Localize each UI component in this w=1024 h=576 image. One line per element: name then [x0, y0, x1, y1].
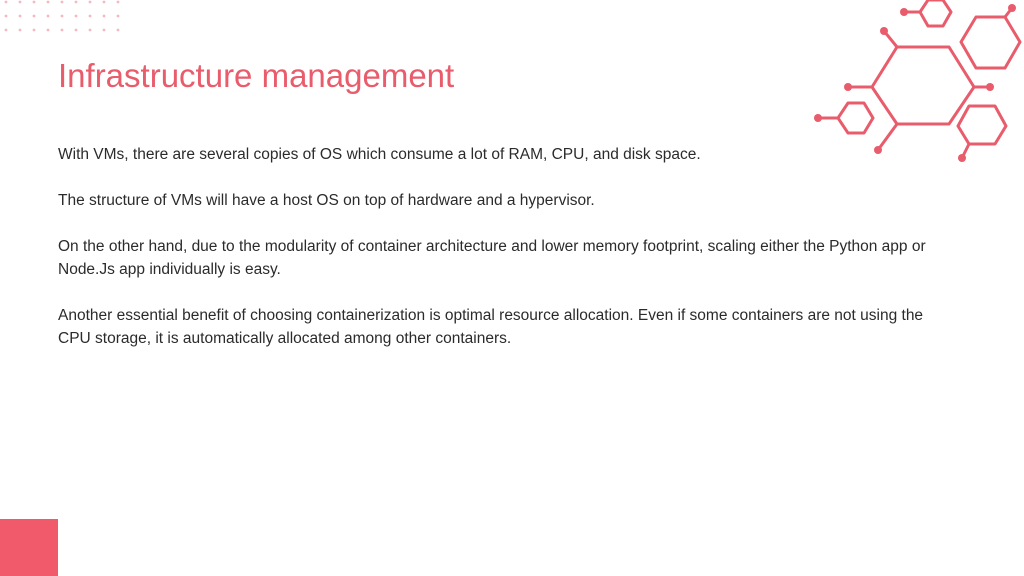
grid-dot [5, 29, 8, 32]
node-dot [814, 114, 822, 122]
grid-dot [89, 15, 92, 18]
hexagon-right-bottom [958, 106, 1006, 144]
grid-dot [33, 1, 36, 4]
grid-dot [33, 15, 36, 18]
paragraph: With VMs, there are several copies of OS which consume a lot of RAM, CPU, and disk space. [58, 146, 701, 163]
node-dot [958, 154, 966, 162]
grid-dot [117, 29, 120, 32]
node-dot [844, 83, 852, 91]
hexagon-right-top [961, 17, 1020, 68]
grid-dot [117, 1, 120, 4]
node-dot [986, 83, 994, 91]
grid-dot [61, 15, 64, 18]
grid-dot [61, 29, 64, 32]
node-dot [900, 8, 908, 16]
paragraph: The structure of VMs will have a host OS on top of hardware and a hypervisor. [58, 192, 595, 209]
grid-dot [75, 1, 78, 4]
grid-dot [75, 29, 78, 32]
grid-dot [89, 1, 92, 4]
grid-dot [103, 29, 106, 32]
grid-dot [47, 29, 50, 32]
grid-dot [5, 1, 8, 4]
grid-dot [47, 1, 50, 4]
grid-dot [117, 15, 120, 18]
small-hexagon-top [920, 0, 951, 26]
grid-dot [19, 29, 22, 32]
grid-dot [5, 15, 8, 18]
node-dot [880, 27, 888, 35]
paragraph: On the other hand, due to the modularity of container architecture and lower memory footprint, scaling either the Python app or Node.Js app individually is easy. [58, 238, 926, 278]
corner-accent-block [0, 519, 58, 576]
grid-dot [47, 15, 50, 18]
dot-grid-decoration [0, 0, 130, 40]
grid-dot [33, 29, 36, 32]
paragraph: Another essential benefit of choosing containerization is optimal resource allocation. Even if some containers are not using the CPU storage, it is automatically allocated among other containers. [58, 307, 924, 347]
large-hexagon [872, 47, 974, 124]
grid-dot [19, 1, 22, 4]
node-dot [1008, 4, 1016, 12]
grid-dot [61, 1, 64, 4]
slide-title: Infrastructure management [58, 57, 455, 94]
small-hexagon-left [838, 103, 873, 133]
grid-dot [103, 1, 106, 4]
grid-dot [75, 15, 78, 18]
slide-body [58, 143, 958, 373]
grid-dot [89, 29, 92, 32]
grid-dot [19, 15, 22, 18]
grid-dot [103, 15, 106, 18]
